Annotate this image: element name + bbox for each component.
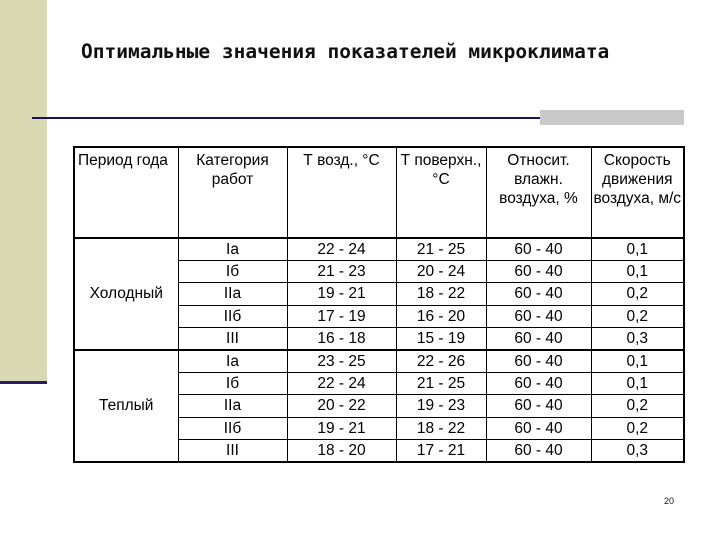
category-cell: III [178,328,287,350]
category-cell: IIа [178,395,287,417]
header-air-temp: Т возд., °С [287,147,396,238]
humidity-cell: 60 - 40 [486,395,591,417]
air-temp-cell: 21 - 23 [287,260,396,282]
left-accent-bar [0,0,47,381]
air-temp-cell: 16 - 18 [287,328,396,350]
humidity-cell: 60 - 40 [486,417,591,439]
humidity-cell: 60 - 40 [486,440,591,462]
category-cell: IIа [178,283,287,305]
air-temp-cell: 19 - 21 [287,417,396,439]
page-number: 20 [664,496,675,506]
air-speed-cell: 0,1 [591,238,684,260]
air-speed-cell: 0,3 [591,328,684,350]
air-speed-cell: 0,2 [591,395,684,417]
slide-title: Оптимальные значения показателей микроклимата [81,40,610,63]
table-row [74,350,684,372]
header-period: Период года [74,147,178,238]
table-body [74,238,684,462]
surface-temp-cell: 19 - 23 [396,395,486,417]
air-speed-cell: 0,1 [591,372,684,394]
category-cell: IIб [178,305,287,327]
category-cell: Iб [178,260,287,282]
header-humidity: Относит. влажн. воздуха, % [486,147,591,238]
season-cell: Холодный [74,238,178,350]
air-temp-cell: 17 - 19 [287,305,396,327]
surface-temp-cell: 22 - 26 [396,350,486,372]
humidity-cell: 60 - 40 [486,372,591,394]
humidity-cell: 60 - 40 [486,305,591,327]
air-temp-cell: 22 - 24 [287,238,396,260]
category-cell: Iа [178,350,287,372]
humidity-cell: 60 - 40 [486,260,591,282]
surface-temp-cell: 18 - 22 [396,417,486,439]
air-speed-cell: 0,2 [591,283,684,305]
category-cell: IIб [178,417,287,439]
humidity-cell: 60 - 40 [486,238,591,260]
title-rule-accent [540,110,684,125]
humidity-cell: 60 - 40 [486,283,591,305]
humidity-cell: 60 - 40 [486,328,591,350]
air-speed-cell: 0,3 [591,440,684,462]
air-speed-cell: 0,1 [591,260,684,282]
left-accent-underline [0,381,47,384]
header-row [74,147,684,238]
air-speed-cell: 0,1 [591,350,684,372]
air-temp-cell: 19 - 21 [287,283,396,305]
microclimate-table [73,146,685,463]
category-cell: Iб [178,372,287,394]
header-surface-temp: Т поверхн., °С [396,147,486,238]
title-rule [32,117,540,119]
season-cell: Теплый [74,350,178,462]
header-air-speed: Скорость движения воздуха, м/с [591,147,684,238]
surface-temp-cell: 21 - 25 [396,372,486,394]
air-temp-cell: 18 - 20 [287,440,396,462]
header-category: Категория работ [178,147,287,238]
surface-temp-cell: 15 - 19 [396,328,486,350]
air-temp-cell: 22 - 24 [287,372,396,394]
air-speed-cell: 0,2 [591,417,684,439]
humidity-cell: 60 - 40 [486,350,591,372]
surface-temp-cell: 16 - 20 [396,305,486,327]
surface-temp-cell: 20 - 24 [396,260,486,282]
air-speed-cell: 0,2 [591,305,684,327]
surface-temp-cell: 17 - 21 [396,440,486,462]
category-cell: Iа [178,238,287,260]
surface-temp-cell: 21 - 25 [396,238,486,260]
air-temp-cell: 23 - 25 [287,350,396,372]
air-temp-cell: 20 - 22 [287,395,396,417]
table-row [74,238,684,260]
surface-temp-cell: 18 - 22 [396,283,486,305]
category-cell: III [178,440,287,462]
